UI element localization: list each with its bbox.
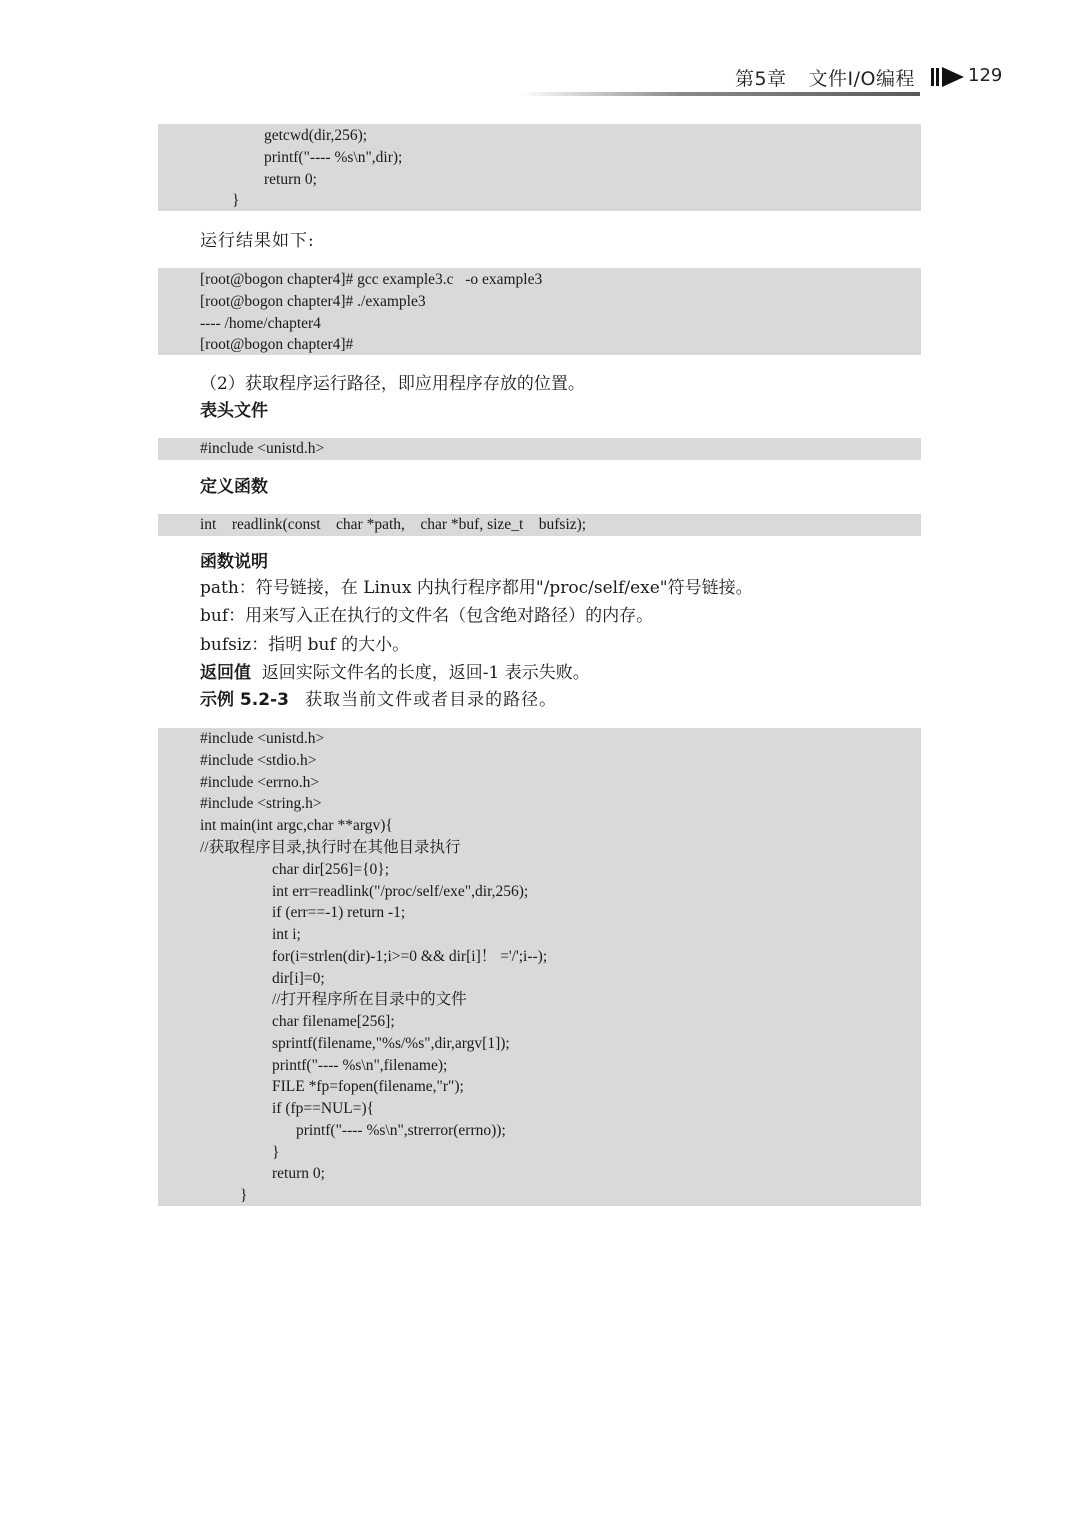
code-line: } [272,1144,280,1161]
code-line: #include <string.h> [200,795,322,812]
code-line: } [232,192,240,209]
example-code-block [158,728,921,1206]
output-line: [root@bogon chapter4]# gcc example3.c -o example3 [200,271,543,288]
running-header [0,60,1080,100]
code-line: } [240,1187,248,1204]
code-line: sprintf(filename,"%s/%s",dir,argv[1]); [272,1035,510,1052]
return-label: 返回值 [200,663,251,683]
desc-bufsiz: bufsiz：指明 buf 的大小。 [200,635,410,655]
code-line: //打开程序所在目录中的文件 [272,991,467,1008]
output-line: ---- /home/chapter4 [200,315,321,332]
page-arrow-icon [931,66,965,88]
section-intro: （2）获取程序运行路径，即应用程序存放的位置。 [200,374,585,394]
code-line: char dir[256]={0}; [272,861,390,878]
desc-buf: buf：用来写入正在执行的文件名（包含绝对路径）的内存。 [200,606,654,626]
prototype-block [158,514,921,536]
code-line: if (err==-1) return -1; [272,904,406,921]
return-text: 返回实际文件名的长度，返回-1 表示失败。 [261,663,590,683]
code-line: #include <unistd.h> [200,730,325,747]
result-label: 运行结果如下: [200,231,315,251]
desc-path: path：符号链接，在 Linux 内执行程序都用"/proc/self/exe"符号链接。 [200,578,753,598]
code-line: return 0; [272,1165,325,1182]
header-rule [520,92,920,96]
example-text: 获取当前文件或者目录的路径。 [305,690,558,710]
code-line: char filename[256]; [272,1013,395,1030]
code-line: #include <errno.h> [200,774,320,791]
output-line: [root@bogon chapter4]# [200,336,354,353]
code-line: int i; [272,926,301,943]
header-text [735,64,915,91]
header-file-label: 表头文件 [200,401,268,421]
code-line: FILE *fp=fopen(filename,"r"); [272,1078,464,1095]
return-value-line [200,659,590,687]
header-chapter: 第5章 [734,68,787,90]
code-line: getcwd(dir,256); [264,127,368,144]
code-line: printf("---- %s\n",dir); [264,149,403,166]
code-line: int err=readlink("/proc/self/exe",dir,256); [272,883,529,900]
code-line: int readlink(const char *path, char *buf, size_t bufsiz); [200,516,587,533]
example-label: 示例 5.2-3 [200,690,289,710]
code-line: dir[i]=0; [272,970,325,987]
example-line [200,686,557,714]
include-block [158,438,921,460]
function-desc-label: 函数说明 [200,552,268,572]
code-line: if (fp==NUL=){ [272,1100,375,1117]
page-number: 129 [968,65,1003,86]
define-function-label: 定义函数 [200,477,268,497]
code-block-tail [158,124,921,211]
header-title: 文件I/O编程 [808,68,915,90]
code-line: printf("---- %s\n",filename); [272,1057,448,1074]
code-line: #include <unistd.h> [200,440,325,457]
output-line: [root@bogon chapter4]# ./example3 [200,293,426,310]
code-line: #include <stdio.h> [200,752,317,769]
code-line: printf("---- %s\n",strerror(errno)); [296,1122,506,1139]
code-line: return 0; [264,171,317,188]
code-line: int main(int argc,char **argv){ [200,817,393,834]
code-line: //获取程序目录,执行时在其他目录执行 [200,839,461,856]
terminal-output-block [158,268,921,355]
code-line: for(i=strlen(dir)-1;i>=0 && dir[i]！ ='/';i--); [272,948,548,965]
